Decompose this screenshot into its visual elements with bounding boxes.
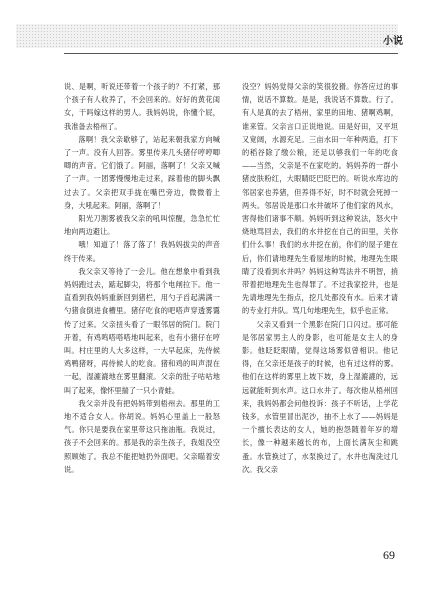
paragraph: 阳光刀割雾被我父亲的吼叫惊醒，急急忙忙地向两边避让。 (64, 214, 220, 237)
right-column (242, 80, 398, 476)
page-number: 69 (383, 548, 395, 562)
paragraph: 我父亲并没有把妈妈带到梧州去。那里的工地不适合女人。你胡说。妈妈心里盖上一般怒气。你只是要我在家里带这只拖油瓶。我说过，孩子不会回来的。那是我的亲生孩子，我姐没空照顾她了。我总不能把她扔外面吧。父亲瞄着安说。 (64, 398, 220, 474)
left-column (64, 80, 220, 476)
paragraph: 落啊！我父亲歇够了，站起来朝我家方向喊了一声。没有人回答。雾里传来几头猪仔哼哼唧唧的声音。它们饿了。阿丽，落啊了！父亲又喊了一声。一团雾慢慢地走过来，踩着他的脚头飘过去了。父亲把双手拢在嘴巴旁边，微微着上身，大吼起来。阿丽，落啊了！ (64, 134, 220, 210)
header-rule (64, 53, 398, 54)
section-label: 小说 (383, 36, 403, 47)
paragraph: 我父亲又等待了一会儿。他在想象中看到我妈妈跑过去，踮起脚尖，将那个电闸拉下。他一直看到我妈妈重新回到猪栏，用勺子舀起满满一勺猪食倒进食槽里。猪仔吃食的吧嗒声穿透雾霭传了过来。父亲扭头看了一眼邻居的院门。院门开着，有鸡鸣嗒嗒嗒地叫起来，也有小猪仔在哼叫。村庄里的人大多这样，一大早起床，先侍候鸡鸭猪呀，再侍候人的吃食。猪和鸡的叫声混在一起，湿漉漉地在雾里翻滚。父亲的肚子咕咕地叫了起来，像怀里揣了一只小青蛙。 (64, 266, 220, 395)
header-band (16, 24, 398, 48)
paragraph: 说、是啊，听说还带着一个孩子的？不打紧，那个孩子有人收养了，不会回来的。好好的黄花闺女，干吗嫁这样的男人。我妈妈说，你懂个屁，我准备去梧州了。 (64, 82, 220, 131)
paragraph: 没空？妈妈觉得父亲的笑很狡猾。你答应过的事情，说话不算数。是是，我说话不算数。行了。有人是真的去了梧州，家里的田地、猪啊鸡啊，谁来管。父亲言口正说地说。田是好田，又平坦又宽阔，水源充足。三亩水田一年种两造，打下的稻谷除了缴公粮，还足以够我们一年的吃食——当然，父亲是不在家吃的。妈妈养的一群小猪皮肤粉红，大眼睛眨巴眨巴的。听说水库边的邻居家也养猪，但养得不好，时不时就会死掉一两头。邻居说是那口水井破坏了他们家的风水，害得他们诸事不顺。妈妈听到这种说法，怒火中烧地骂回去，我们的水井挖在自己的田里，关你们什么事！我们的水井挖在前，你们的屋子建在后，你们请地理先生看屋地的时候，地理先生眼睛了没看到水井吗？妈妈这种骂法并不明智，捎带着把地理先生也得罪了。不过我家挖井，也是先请地理先生指点，挖几处都没有水。后来才请的专业打井队。骂几句地理先生，似乎也正常。 (242, 82, 398, 316)
paragraph: 父亲又看到一个黑影在院门口闪过。那可能是邻居家男主人的身影，也可能是女主人的身影。他眨眨眼睛，觉得这场雾似曾相识。他记得，在父亲还是孩子的时候，也有过这样的雾。他们在这样的雾里上坡下坡，身上湿漉漉的，远远就能听到水声。这口水井了。每次他从梧州回来，我妈妈都会问他投诉：孩子不听话，上学花钱多，水管里冒出泥沙，抽不上水了——妈妈是一个擅长表达的女人，她的抱怨随着年岁的增长，像一种越来越长的布，上面长满灰尘和跳蚤。水管换过了，水泵换过了，水井也淘洗过几次。我父亲 (242, 319, 398, 474)
paragraph: 哦！知道了！落了落了！我妈妈拔尖的声音终于传来。 (64, 240, 220, 263)
